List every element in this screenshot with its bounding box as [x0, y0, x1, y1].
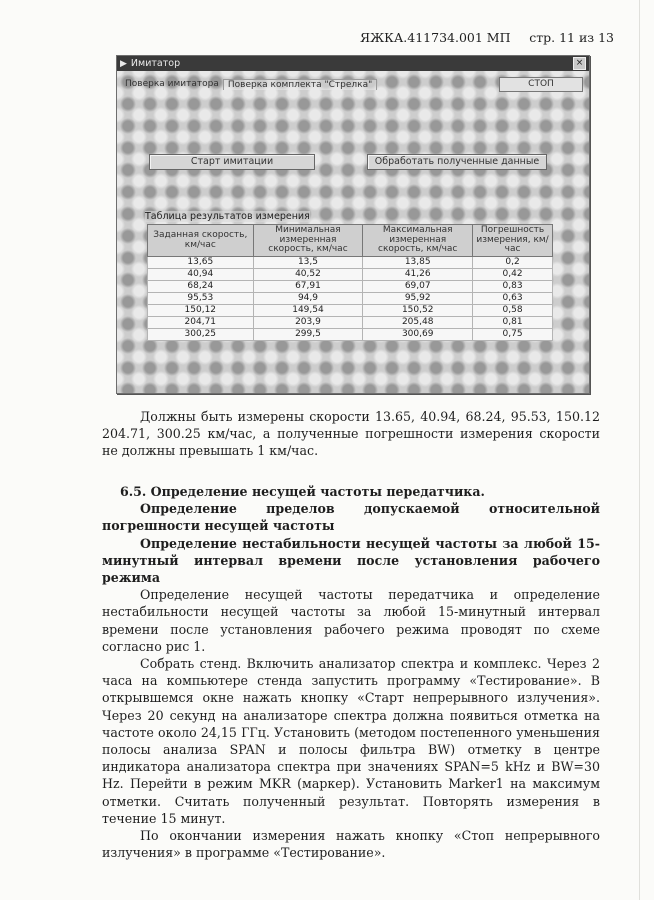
- table-row[interactable]: [148, 269, 553, 281]
- table-cell: 13,65: [148, 257, 254, 269]
- table-cell: 69,07: [363, 281, 473, 293]
- document-code: ЯЖКА.411734.001 МП: [360, 30, 511, 45]
- document-header: [360, 30, 614, 45]
- table-row[interactable]: [148, 317, 553, 329]
- table-row[interactable]: [148, 257, 553, 269]
- paragraph-finish: По окончании измерения нажать кнопку «Стоп непрерывного излучения» в программе «Тестирование».: [102, 828, 600, 861]
- paragraph-procedure: Собрать стенд. Включить анализатор спектра и комплекс. Через 2 часа на компьютере стенда запустить программу «Тестирование». В открывшемся окне нажать кнопку «Старт непрерывного излучения». Через 20 секунд на анализаторе спектра должна появиться отметка на частоте около 24,15 ГГц. Установить (методом постепенного уменьшения полосы анализа SPAN и полосы фильтра BW) отметку в центре индикатора анализатора спектра при значениях SPAN=5 kHz и BW=30 Hz. Перейти в режим MKR (маркер). Установить Marker1 на максимум отметки. Считать полученный результат. Повторять измерения в течение 15 минут.: [102, 656, 600, 826]
- table-cell: 203,9: [253, 317, 363, 329]
- table-caption: Таблица результатов измерения: [145, 211, 310, 222]
- column-header-max-speed: Максимальная измеренная скорость, км/час: [363, 225, 473, 257]
- table-cell: 68,24: [148, 281, 254, 293]
- start-simulation-button[interactable]: Старт имитации: [149, 154, 315, 170]
- page-number: стр. 11 из 13: [529, 30, 614, 45]
- table-cell: 67,91: [253, 281, 363, 293]
- table-cell: 40,94: [148, 269, 254, 281]
- table-row[interactable]: [148, 329, 553, 341]
- table-cell: 0,2: [473, 257, 553, 269]
- speeds-note: [102, 408, 600, 460]
- table-cell: 41,26: [363, 269, 473, 281]
- process-data-button[interactable]: Обработать полученные данные: [367, 154, 547, 170]
- stop-button[interactable]: СТОП: [499, 77, 583, 92]
- table-cell: 0,58: [473, 305, 553, 317]
- simulator-window: [116, 55, 590, 394]
- table-cell: 0,42: [473, 269, 553, 281]
- table-cell: 95,92: [363, 293, 473, 305]
- table-header-row: [148, 225, 553, 257]
- subheading-relative-error: Определение пределов допускаемой относительной погрешности несущей частоты: [102, 501, 600, 534]
- page-edge: [639, 0, 640, 900]
- table-cell: 204,71: [148, 317, 254, 329]
- section-heading: 6.5. Определение несущей частоты передатчика.: [120, 484, 485, 499]
- table-row[interactable]: [148, 305, 553, 317]
- results-table: [147, 224, 553, 341]
- tab-bar: [121, 76, 583, 92]
- table-cell: 13,85: [363, 257, 473, 269]
- table-row[interactable]: [148, 281, 553, 293]
- table-cell: 205,48: [363, 317, 473, 329]
- table-cell: 300,69: [363, 329, 473, 341]
- window-client-area: [117, 71, 589, 393]
- table-cell: 0,81: [473, 317, 553, 329]
- speeds-paragraph: Должны быть измерены скорости 13.65, 40.94, 68.24, 95.53, 150.12 204.71, 300.25 км/час, а полученные погрешности измерения скорости не должны превышать 1 км/час.: [102, 409, 600, 459]
- subheading-instability: Определение нестабильности несущей частоты за любой 15-минутный интервал времени после установления рабочего режима: [102, 535, 600, 586]
- tab-strelka-check[interactable]: Поверка комплекта "Стрелка": [223, 79, 377, 90]
- close-icon[interactable]: ×: [573, 57, 586, 70]
- table-cell: 94,9: [253, 293, 363, 305]
- table-cell: 40,52: [253, 269, 363, 281]
- column-header-min-speed: Минимальная измеренная скорость, км/час: [253, 225, 363, 257]
- table-cell: 300,25: [148, 329, 254, 341]
- table-cell: 0,75: [473, 329, 553, 341]
- table-cell: 299,5: [253, 329, 363, 341]
- table-cell: 149,54: [253, 305, 363, 317]
- window-title: Имитатор: [130, 58, 181, 69]
- paragraph-method: Определение несущей частоты передатчика и определение нестабильности несущей частоты за любой 15-минутный интервал времени после установления рабочего режима проводят по схеме согласно рис 1.: [102, 587, 600, 654]
- table-cell: 13,5: [253, 257, 363, 269]
- table-row[interactable]: [148, 293, 553, 305]
- app-icon: ▶: [120, 58, 127, 69]
- table-cell: 150,12: [148, 305, 254, 317]
- table-cell: 95,53: [148, 293, 254, 305]
- window-titlebar[interactable]: [117, 56, 589, 71]
- column-header-error: Погрешность измерения, км/час: [473, 225, 553, 257]
- column-header-set-speed: Заданная скорость, км/час: [148, 225, 254, 257]
- section-6-5: [102, 483, 600, 861]
- table-cell: 0,83: [473, 281, 553, 293]
- table-cell: 150,52: [363, 305, 473, 317]
- table-cell: 0,63: [473, 293, 553, 305]
- tab-simulator-check[interactable]: Поверка имитатора: [125, 79, 219, 89]
